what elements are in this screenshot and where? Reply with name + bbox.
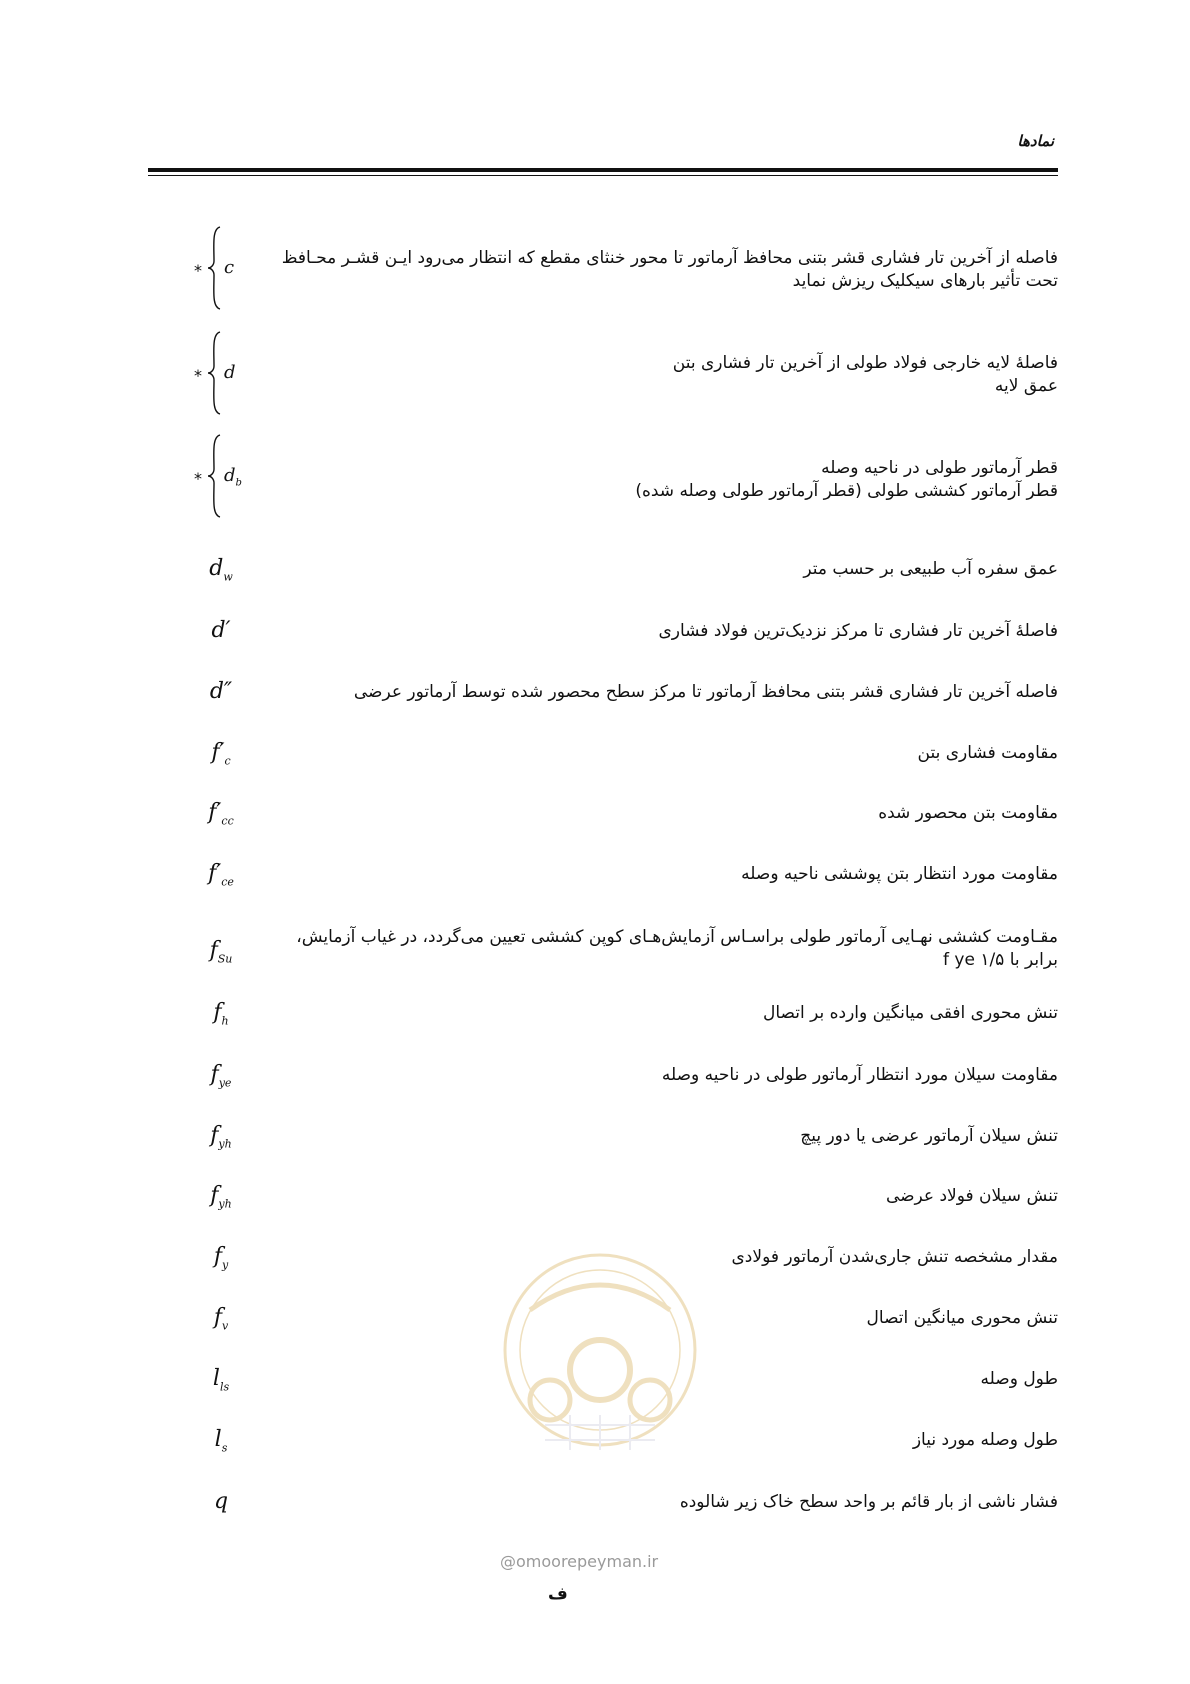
symbol-description: فشار ناشی از بار قائم بر واحد سطح خاک زیر شالوده: [679, 1492, 1058, 1512]
symbol-description: فاصلهٔ لایه خارجی فولاد طولی از آخرین تار فشاری بتن عمق لایه: [672, 353, 1058, 396]
asterisk-mark: *: [194, 366, 202, 385]
symbol-glyph: $f'_{ce}$: [208, 861, 234, 889]
symbol-description: مقدار مشخصه تنش جاری‌شدن آرماتور فولادی: [731, 1247, 1058, 1267]
symbol-glyph: $f_h$: [213, 1000, 229, 1028]
symbol-description: فاصله از آخرین تار فشاری قشر بتنی محافظ آرماتور تا محور خنثای مقطع که انتظار می‌رود ایـن قشـر محـافظ تحت تأثیر بارهای سیکلیک ریزش نماید: [281, 248, 1058, 291]
symbol-description: مقاومت بتن محصور شده: [878, 803, 1058, 823]
symbol-description: فاصله آخرین تار فشاری قشر بتنی محافظ آرماتور تا مرکز سطح محصور شده توسط آرماتور عرضی: [353, 682, 1058, 702]
brace-icon: [206, 330, 222, 416]
symbol-description: طول وصله: [980, 1369, 1058, 1389]
symbol-glyph: d′: [211, 618, 231, 643]
symbol-description: طول وصله مورد نیاز: [912, 1430, 1058, 1450]
symbol-description: عمق سفره آب طبیعی بر حسب متر: [803, 559, 1058, 579]
symbol-row: [148, 433, 1058, 523]
symbol-glyph: $f'_{cc}$: [208, 800, 234, 828]
symbol-description: تنش محوری افقی میانگین وارده بر اتصال: [762, 1003, 1058, 1023]
brace-icon: [206, 433, 222, 519]
symbol-glyph: q: [213, 1489, 229, 1514]
symbol-description: مقـاومت کششی نهـایی آرماتور طولی براسـاس آزمایش‌هـای کوپن کششی تعیین می‌گردد، در غیاب آزمایش، برابر با ۱/۵ f ye: [296, 927, 1058, 970]
symbol-glyph: $l_{ls}$: [212, 1366, 230, 1394]
symbol-description: قطر آرماتور طولی در ناحیه وصله قطر آرماتور کششی طولی (قطر آرماتور طولی وصله شده): [635, 458, 1058, 501]
symbol-description: تنش سیلان آرماتور عرضی یا دور پیچ: [800, 1126, 1058, 1146]
page-number: ف: [548, 1584, 568, 1604]
symbol-glyph: $f'_c$: [211, 740, 231, 768]
symbol-row: [148, 225, 1058, 315]
symbol-cell: [176, 433, 246, 523]
asterisk-mark: *: [194, 469, 202, 488]
symbol-glyph: $f_y$: [213, 1244, 229, 1272]
symbol-glyph: $f_{yh}$: [210, 1123, 232, 1151]
symbol-description: تنش سیلان فولاد عرضی: [885, 1186, 1058, 1206]
symbol-glyph: $f_{ye}$: [210, 1062, 232, 1090]
brace-icon: [206, 225, 222, 311]
symbol-description: فاصلهٔ آخرین تار فشاری تا مرکز نزدیک‌ترین فولاد فشاری: [658, 621, 1058, 641]
header-rule-thin: [148, 175, 1058, 176]
symbol-description: مقاومت مورد انتظار بتن پوششی ناحیه وصله: [741, 864, 1058, 884]
asterisk-mark: *: [194, 261, 202, 280]
watermark-text: @omoorepeyman.ir: [500, 1552, 659, 1571]
symbol-glyph: c: [224, 257, 235, 278]
symbol-glyph: $l_s$: [214, 1427, 228, 1455]
symbol-description: مقاومت سیلان مورد انتظار آرماتور طولی در ناحیه وصله: [661, 1065, 1058, 1085]
symbol-glyph: $d_w$: [209, 556, 233, 584]
symbol-glyph: d: [224, 362, 236, 383]
symbol-cell: [176, 225, 246, 315]
symbol-glyph: $f_{yh}$: [210, 1183, 232, 1211]
symbol-glyph: $f_{Su}$: [209, 938, 233, 966]
symbol-glyph: $f_v$: [213, 1305, 229, 1333]
symbol-glyph: $d_b$: [224, 465, 242, 489]
symbol-description: مقاومت فشاری بتن: [917, 743, 1058, 763]
page-header-title: نمادها: [1017, 132, 1054, 150]
header-rule-thick: [148, 168, 1058, 172]
symbol-description: تنش محوری میانگین اتصال: [866, 1308, 1058, 1328]
symbol-glyph: d″: [209, 679, 233, 704]
watermark-seal-icon: [490, 1250, 710, 1460]
symbol-cell: [176, 330, 246, 420]
symbol-row: [148, 330, 1058, 420]
